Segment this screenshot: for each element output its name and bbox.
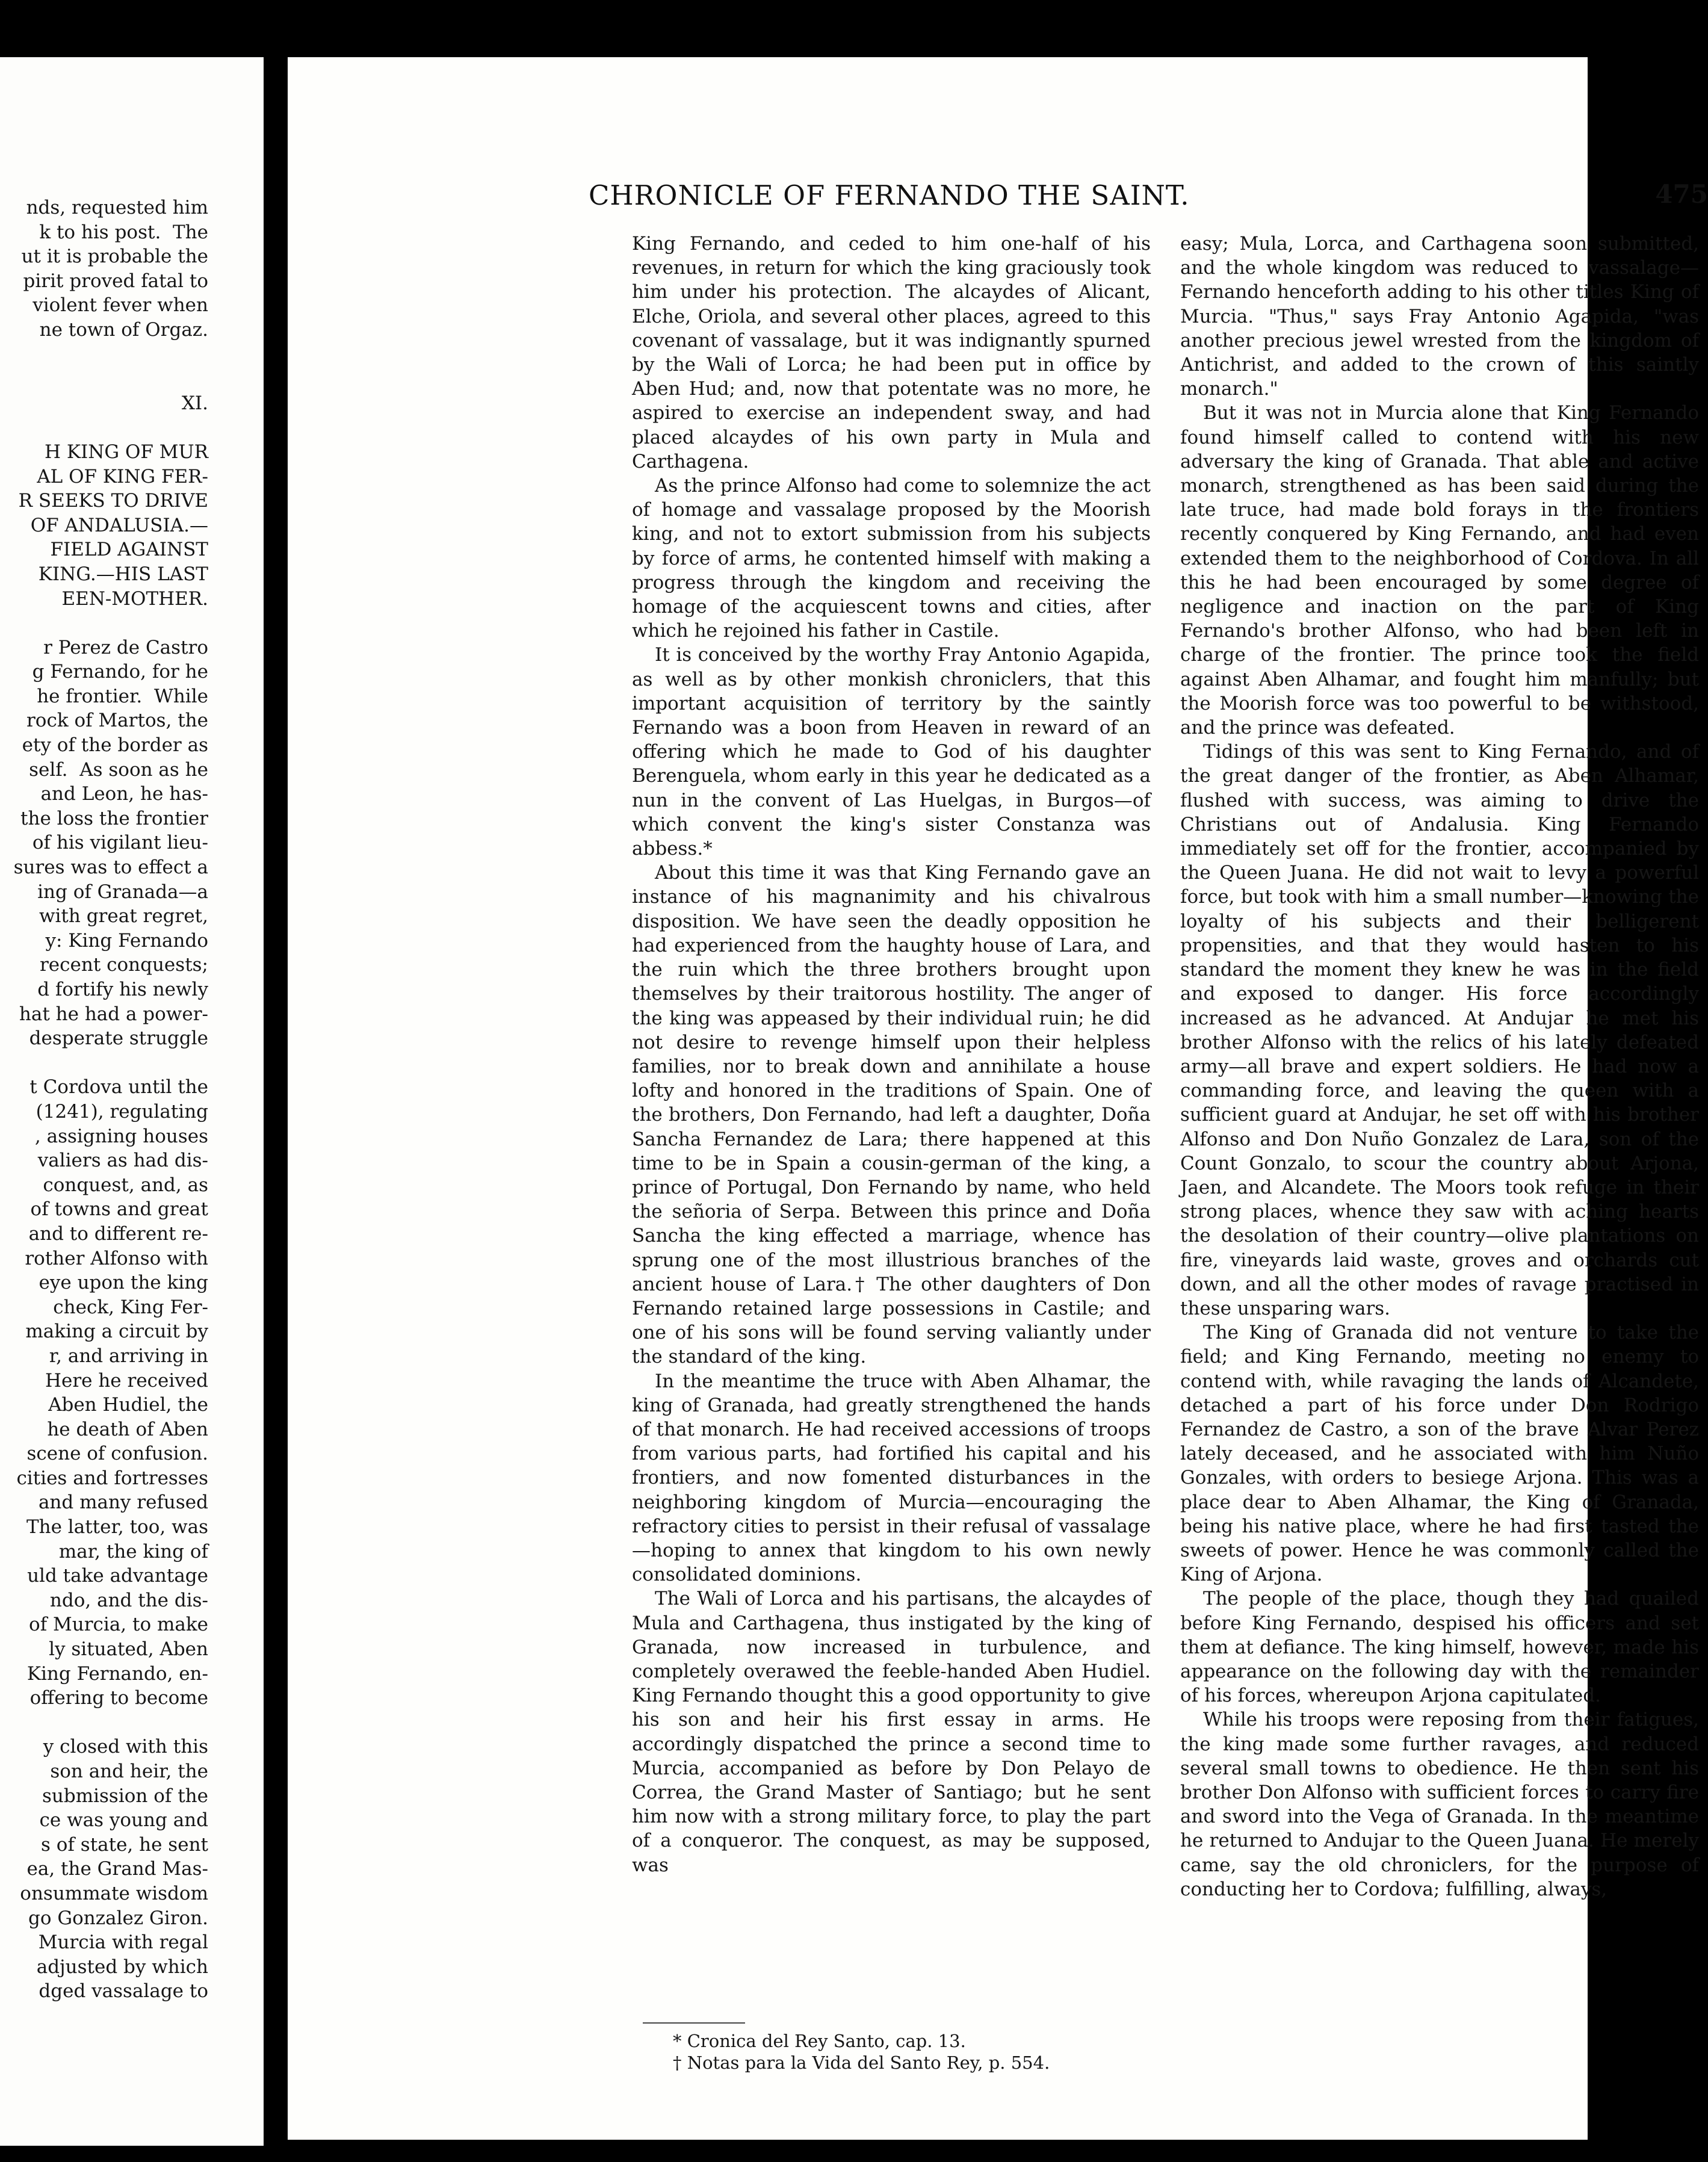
facing-page-line: ety of the border as <box>22 734 208 757</box>
facing-page-line: he death of Aben <box>47 1418 208 1440</box>
facing-page-line: AL OF KING FER- <box>37 465 208 488</box>
paragraph: But it was not in Murcia alone that King Fernando found himself called to contend with his new adversary the king of Granada. That able and active monarch, strengthened as has been said during the late truce, had made bold forays in the frontiers recently conquered by King Fernando, and had even extended them to the neighborhood of Cordova. In all this he had been encouraged by some degree of negligence and inaction on the part of King Fernando's brother Alfonso, who had been left in charge of the frontier. The prince took the field against Aben Alhamar, and fought him manfully; but the Moorish force was too powerful to be withstood, and the prince was defeated. <box>1180 402 1699 739</box>
paragraph: About this time it was that King Fernando gave an instance of his magnanimity and his chivalrous disposition. We have seen the deadly opposition he had experienced from the haughty house of Lara, and the ruin which the three brothers brought upon themselves by their traitorous hostility. The anger of the king was appeased by their individual ruin; he did not desire to revenge himself upon their helpless families, nor to break down and annihilate a house lofty and honored in the traditions of Spain. One of the brothers, Don Fernando, had left a daughter, Doña Sancha Fernandez de Lara; there happened at this time to be in Spain a cousin-german of the king, a prince of Portugal, Don Fernando by name, who held the señoria of Serpa. Between this prince and Doña Sancha the king effected a marriage, whence has sprung one of the most illustrious branches of the ancient house of Lara.† The other daughters of Don Fernando retained large possessions in Castile; and one of his sons will be found serving valiantly under the standard of the king. <box>632 862 1151 1368</box>
facing-page-line: sures was to effect a <box>13 856 208 879</box>
facing-page-line <box>0 415 208 440</box>
facing-page-line: Here he received <box>45 1369 208 1392</box>
book-gutter <box>264 57 288 2146</box>
facing-page-line: ce was young and <box>39 1809 208 1832</box>
facing-page-line <box>0 1051 208 1076</box>
facing-page-line: scene of confusion. <box>26 1443 208 1465</box>
text-column-right <box>1180 232 1699 1901</box>
facing-page-line: r Perez de Castro <box>43 636 208 658</box>
facing-page-line: eye upon the king <box>39 1272 208 1294</box>
facing-page-line: XI. <box>181 392 208 414</box>
facing-page-line: ut it is probable the <box>21 246 208 268</box>
facing-page-line: cities and fortresses <box>16 1467 208 1489</box>
paragraph: Tidings of this was sent to King Fernando, and of the great danger of the frontier, as Aben Alhamar, flushed with success, was aiming to drive the Christians out of Andalusia. King Fernando immediately set off for the frontier, accompanied by the Queen Juana. He did not wait to levy a powerful force, but took with him a small number—knowing the loyalty of his subjects and their belligerent propensities, and that they would hasten to his standard the moment they knew he was in the field and exposed to danger. His force accordingly increased as he advanced. At Andujar he met his brother Alfonso with the relics of his lately defeated army—all brave and expert soldiers. He had now a commanding force, and leaving the queen with a sufficient guard at Andujar, he set off with his brother Alfonso and Don Nuño Gonzalez de Lara, son of the Count Gonzalo, to scour the country about Arjona, Jaen, and Alcandete. The Moors took refuge in their strong places, whence they saw with aching hearts the desolation of their country—olive plantations on fire, vineyards laid waste, groves and orchards cut down, and all the other modes of ravage practised in these unsparing wars. <box>1180 741 1699 1319</box>
text-column-left <box>632 232 1151 1877</box>
facing-page-line: self. As soon as he <box>29 758 208 781</box>
paragraph: While his troops were reposing from their fatigues, the king made some further ravages, and reduced several small towns to obedience. He then sent his brother Don Alfonso with sufficient forces to carry fire and sword into the Vega of Granada. In the meantime he returned to Andujar to the Queen Juana. He merely came, say the old chroniclers, for the purpose of conducting her to Cordova; fulfilling, always, <box>1180 1709 1699 1900</box>
facing-page-line: and many refused <box>38 1491 208 1514</box>
facing-page-line: FIELD AGAINST <box>50 539 208 561</box>
facing-page-line <box>0 1711 208 1735</box>
facing-page-line: y closed with this <box>43 1736 208 1758</box>
facing-page-line: conquest, and, as <box>43 1174 208 1196</box>
facing-page-line: making a circuit by <box>25 1321 208 1343</box>
paragraph: King Fernando, and ceded to him one-half of his revenues, in return for which the king graciously took him under his protection. The alcaydes of Alicant, Elche, Oriola, and several other places, agreed to this covenant of vassalage, but it was indignantly spurned by the Wali of Lorca; he had been put in office by Aben Hud; and, now that potentate was no more, he aspired to exercise an independent sway, and had placed alcaydes of his own party in Mula and Carthagena. <box>632 233 1151 472</box>
facing-page-line: r, and arriving in <box>49 1345 208 1367</box>
facing-page-line: d fortify his newly <box>37 979 208 1000</box>
facing-page-line: s of state, he sent <box>41 1833 208 1856</box>
facing-page-line: ndo, and the dis- <box>49 1589 208 1611</box>
facing-page-line: and to different re- <box>28 1222 208 1245</box>
paragraph: The Wali of Lorca and his partisans, the alcaydes of Mula and Carthagena, thus instigated by the king of Granada, now increased in turbulence, and completely overawed the feeble-handed Aben Hudiel. King Fernando thought this a good opportunity to give his son and heir his first essay in arms. He accordingly dispatched the prince a second time to Murcia, accompanied as before by Don Pelayo de Correa, the Grand Master of Santiago; but he sent him now with a strong military force, to play the part of a conqueror. The conquest, as may be supposed, was <box>632 1588 1151 1876</box>
facing-page-line: ly situated, Aben <box>49 1638 208 1661</box>
facing-page-line: he frontier. While <box>37 685 208 707</box>
facing-page-line: son and heir, the <box>50 1761 208 1782</box>
paragraph: The people of the place, though they had quailed before King Fernando, despised his officers and set them at defiance. The king himself, however, made his appearance on the following day with the remainder of his forces, whereupon Arjona capitulated. <box>1180 1588 1699 1707</box>
facing-page-line: pirit proved fatal to <box>23 270 208 292</box>
facing-page-line: submission of the <box>42 1785 208 1807</box>
facing-page-line: R SEEKS TO DRIVE <box>18 490 208 512</box>
facing-page-line: OF ANDALUSIA.— <box>30 514 208 536</box>
running-title: CHRONICLE OF FERNANDO THE SAINT. <box>589 179 1190 211</box>
facing-page-line: Murcia with regal <box>38 1931 208 1954</box>
facing-page-line: adjusted by which <box>36 1956 208 1978</box>
facing-page-line: violent fever when <box>32 294 208 317</box>
paragraph: The King of Granada did not venture to take the field; and King Fernando, meeting no enemy to contend with, while ravaging the lands of Alcandete, detached a part of his force under Don Rodrigo Fernandez de Castro, a son of the brave Alvar Perez lately deceased, and he associated with him Nuño Gonzales, with orders to besiege Arjona. This was a place dear to Aben Alhamar, the King of Granada, being his native place, where he had first tasted the sweets of power. Hence he was commonly called the King of Arjona. <box>1180 1322 1699 1586</box>
facing-page-line: g Fernando, for he <box>32 661 208 683</box>
facing-page-text <box>0 196 208 2004</box>
facing-page-line: valiers as had dis- <box>37 1150 208 1172</box>
facing-page-line: rock of Martos, the <box>26 710 208 732</box>
facing-page-line: offering to become <box>29 1687 208 1709</box>
facing-page-line: Aben Hudiel, the <box>48 1394 208 1416</box>
facing-page-line: H KING OF MUR <box>44 441 208 463</box>
facing-page-line <box>0 342 208 367</box>
facing-page-line: rother Alfonso with <box>25 1247 208 1269</box>
paragraph: easy; Mula, Lorca, and Carthagena soon submitted, and the whole kingdom was reduced to vassalage—Fernando henceforth adding to his other titles King of Murcia. "Thus," says Fray Antonio Agapida, "was another precious jewel wrested from the kingdom of Antichrist, and added to the crown of this saintly monarch." <box>1180 233 1699 400</box>
facing-page-line: y: King Fernando <box>45 929 208 952</box>
facing-page-line: t Cordova until the <box>29 1076 208 1098</box>
facing-page-line: ne town of Orgaz. <box>39 318 208 341</box>
facing-page-line: King Fernando, en- <box>26 1662 208 1685</box>
facing-page-line: KING.—HIS LAST <box>38 563 208 585</box>
running-head <box>589 179 1708 215</box>
paragraph: In the meantime the truce with Aben Alhamar, the king of Granada, had greatly strengthened the hands of that monarch. He had received accessions of troops from various parts, had fortified his capital and his frontiers, and now fomented disturbances in the neighboring kingdom of Murcia—encouraging the refractory cities to persist in their refusal of vassalage—hoping to annex that kingdom to his own newly consolidated dominions. <box>632 1370 1151 1586</box>
facing-page-line: of Murcia, to make <box>29 1614 208 1636</box>
footnote: * Cronica del Rey Santo, cap. 13. <box>673 2031 966 2051</box>
facing-page-line: uld take advantage <box>27 1565 208 1587</box>
facing-page-line: of towns and great <box>30 1198 208 1221</box>
facing-page-line: ing of Granada—a <box>37 881 208 903</box>
facing-page-line: desperate struggle <box>29 1027 208 1050</box>
facing-page-line <box>0 611 208 636</box>
facing-page-line: go Gonzalez Giron. <box>28 1907 208 1929</box>
facing-page-fragment <box>0 57 264 2146</box>
facing-page-line: and Leon, he has- <box>40 783 208 805</box>
footnote: † Notas para la Vida del Santo Rey, p. 554. <box>673 2052 1050 2073</box>
facing-page-line: EEN-MOTHER. <box>61 587 208 610</box>
page-number: 475 <box>1655 179 1708 209</box>
facing-page-line: check, King Fer- <box>53 1296 208 1318</box>
facing-page-line: onsummate wisdom <box>20 1882 208 1904</box>
facing-page-line: The latter, too, was <box>26 1516 208 1538</box>
footnotes <box>673 2030 1130 2074</box>
facing-page-line: with great regret, <box>39 905 208 928</box>
facing-page-line: recent conquests; <box>39 954 208 976</box>
facing-page-line: the loss the frontier <box>20 807 208 829</box>
paragraph: It is conceived by the worthy Fray Antonio Agapida, as well as by other monkish chroniclers, that this important acquisition of territory by the saintly Fernando was a boon from Heaven in reward of an offering which he made to God of his daughter Berenguela, whom early in this year he dedicated as a nun in the convent of Las Huelgas, in Burgos—of which convent the king's sister Constanza was abbess.* <box>632 644 1151 860</box>
book-page <box>288 57 1708 2140</box>
facing-page-line: mar, the king of <box>58 1540 208 1563</box>
facing-page-line: nds, requested him <box>26 197 208 218</box>
facing-page-line <box>0 367 208 391</box>
facing-page-line: of his vigilant lieu- <box>32 832 208 854</box>
footnote-rule <box>643 2022 745 2024</box>
facing-page-line: ea, the Grand Mas- <box>26 1858 208 1880</box>
paragraph: As the prince Alfonso had come to solemnize the act of homage and vassalage proposed by the Moorish king, and not to extort submission from his subjects by force of arms, he contented himself with making a progress through the kingdom and receiving the homage of the acquiescent towns and cities, after which he rejoined his father in Castile. <box>632 475 1151 642</box>
facing-page-line: k to his post. The <box>39 221 208 243</box>
facing-page-line: dged vassalage to <box>39 1980 208 2002</box>
facing-page-line: , assigning houses <box>34 1125 208 1147</box>
facing-page-line: (1241), regulating <box>36 1100 208 1123</box>
facing-page-line: hat he had a power- <box>19 1003 208 1025</box>
